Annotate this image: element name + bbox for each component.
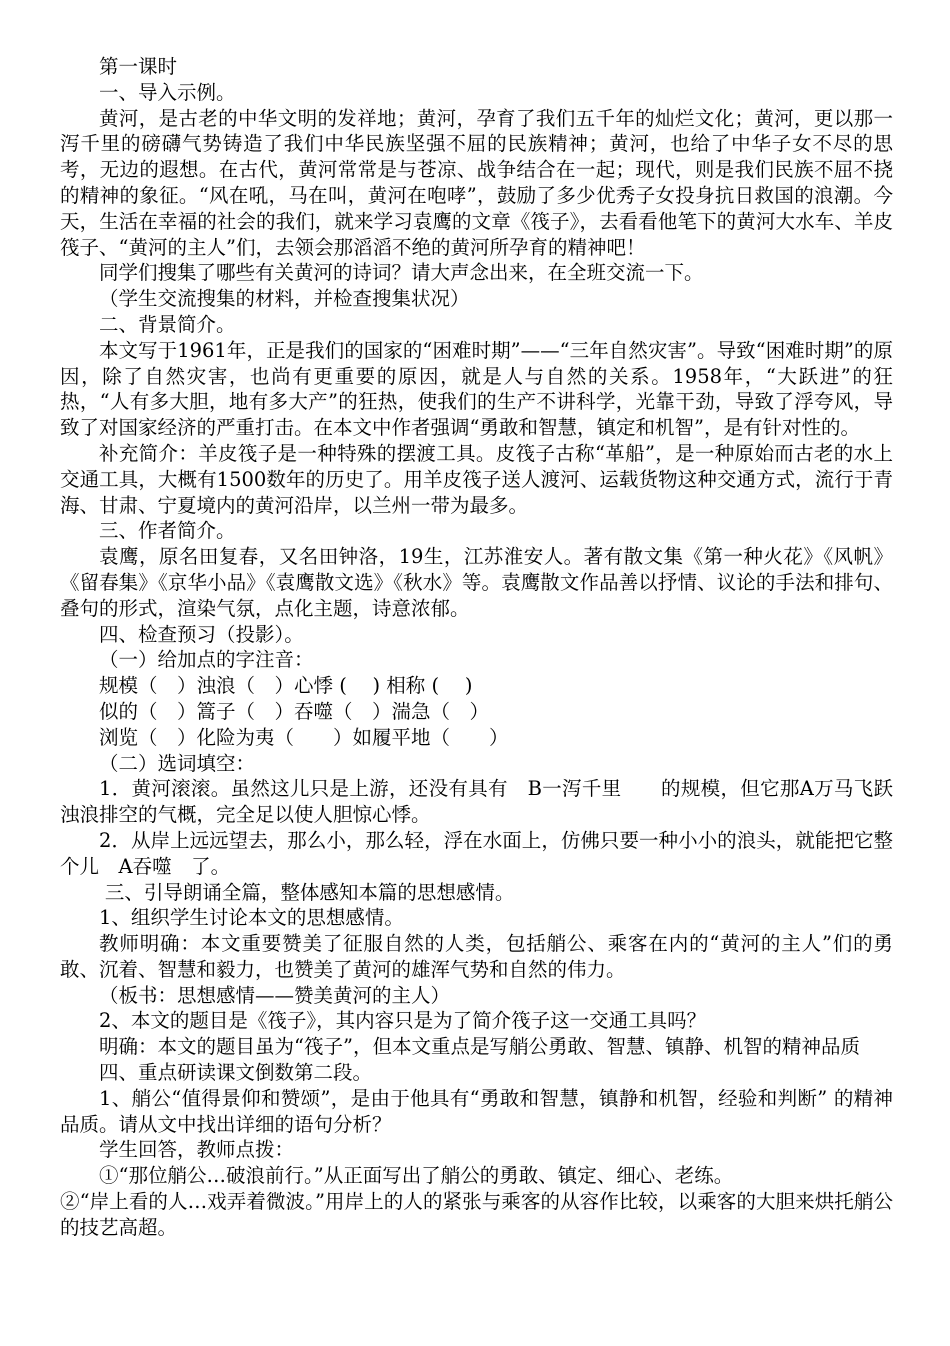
section-heading-preview: 四、检查预习（投影）。 bbox=[99, 622, 304, 646]
pinyin-row-2: 似的（ ）篙子（ ）吞噬（ ）湍急（ ） bbox=[99, 699, 490, 723]
analysis-point-1: ①“那位艄公…破浪前行。”从正面写出了艄公的勇敢、镇定、细心、老练。 bbox=[99, 1164, 734, 1188]
discussion-task: 1、组织学生讨论本文的思想感情。 bbox=[99, 906, 404, 930]
fill-words-item-1: 1．黄河滚滚。虽然这儿只是上游，还没有具有 B一泻千里 的规模，但它那A万马飞跃 浊浪排空的气概，完全足以使人胆惊心悸。 bbox=[60, 777, 893, 827]
pinyin-row-1: 规模（ ）浊浪（ ）心悸 ( ) 相称 ( ) bbox=[99, 674, 473, 698]
poetry-prompt: 同学们搜集了哪些有关黄河的诗词？请大声念出来，在全班交流一下。 bbox=[99, 261, 704, 285]
author-paragraph: 袁鹰，原名田复春，又名田钟洛，19生，江苏淮安人。著有散文集《第一种火花》《风帆》《留春集》《京华小品》《袁鹰散文选》《秋水》等。袁鹰散文作品善以抒情、议论的手法和排句、叠句的形式，渲染气氛，点化主题，诗意浓郁。 bbox=[60, 545, 893, 620]
fill-words-heading: （二）选词填空： bbox=[99, 751, 256, 775]
student-activity-note: （学生交流搜集的材料，并检查搜集状况） bbox=[99, 287, 470, 311]
student-answer-intro: 学生回答，教师点拨： bbox=[99, 1138, 295, 1162]
lesson-heading: 第一课时 bbox=[99, 55, 178, 78]
section-heading-reading: 三、引导朗诵全篇，整体感知本篇的思想感情。 bbox=[104, 880, 515, 904]
focus-question: 1、艄公“值得景仰和赞颂”，是由于他具有“勇敢和智慧，镇静和机智，经验和判断” 的精神品质。请从文中找出详细的语句分析？ bbox=[60, 1086, 893, 1136]
supplement-paragraph: 补充简介：羊皮筏子是一种特殊的摆渡工具。皮筏子古称“革船”，是一种原始而古老的水上交通工具，大概有1500数年的历史了。用羊皮筏子送人渡河、运载货物这种交通方式，流行于青海、甘肃、宁夏境内的黄河沿岸，以兰州一带为最多。 bbox=[60, 441, 893, 517]
section-heading-author: 三、作者简介。 bbox=[99, 519, 236, 543]
analysis-point-2: ②“岸上看的人…戏弄着微波。”用岸上的人的紧张与乘客的从容作比较，以乘客的大胆来烘托艄公的技艺高超。 bbox=[60, 1190, 893, 1239]
fill-words-item-2: 2．从岸上远远望去，那么小，那么轻，浮在水面上，仿佛只要一种小小的浪头，就能把它整个儿 A吞噬 了。 bbox=[60, 828, 893, 878]
blackboard-note: （板书：思想感情——赞美黄河的主人） bbox=[99, 983, 451, 1007]
intro-paragraph: 黄河，是古老的中华文明的发祥地；黄河，孕育了我们五千年的灿烂文化；黄河，更以那一泻千里的磅礴气势铸造了我们中华民族坚强不屈的民族精神；黄河，也给了中华子女不尽的思考，无边的遐想。在古代，黄河常常是与苍凉、战争结合在一起；现代，则是我们民族不屈不挠的精神的象征。“风在吼，马在叫，黄河在咆哮”，鼓励了多少优秀子女投身抗日救国的浪潮。今天，生活在幸福的社会的我们，就来学习袁鹰的文章《筏子》，去看看他笔下的黄河大水车、羊皮筏子、“黄河的主人”们，去领会那滔滔不绝的黄河所孕育的精神吧！ bbox=[60, 106, 893, 259]
teacher-clarification: 教师明确：本文重要赞美了征服自然的人类，包括艄公、乘客在内的“黄河的主人”们的勇敢、沉着、智慧和毅力，也赞美了黄河的雄浑气势和自然的伟力。 bbox=[60, 932, 893, 981]
title-question: 2、本文的题目是《筏子》，其内容只是为了简介筏子这一交通工具吗？ bbox=[99, 1009, 707, 1033]
section-heading-focus: 四、重点研读课文倒数第二段。 bbox=[99, 1061, 373, 1085]
title-answer: 明确：本文的题目虽为“筏子”，但本文重点是写艄公勇敢、智慧、镇静、机智的精神品质 bbox=[99, 1035, 860, 1059]
document-page bbox=[60, 54, 893, 1241]
section-heading-background: 二、背景简介。 bbox=[99, 312, 236, 336]
section-heading-intro: 一、导入示例。 bbox=[99, 80, 236, 104]
pinyin-row-3: 浏览（ ）化险为夷（ ）如履平地（ ） bbox=[99, 725, 509, 749]
pinyin-exercise-heading: （一）给加点的字注音： bbox=[99, 648, 314, 672]
background-paragraph: 本文写于1961年，正是我们的国家的“困难时期”——“三年自然灾害”。导致“困难时期”的原因，除了自然灾害，也尚有更重要的原因，就是人与自然的关系。1958年，“大跃进”的狂热，“人有多大胆，地有多大产”的狂热，使我们的生产不讲科学，光靠干劲，导致了浮夸风，导致了对国家经济的严重打击。在本文中作者强调“勇敢和智慧，镇定和机智”，是有针对性的。 bbox=[60, 338, 893, 440]
